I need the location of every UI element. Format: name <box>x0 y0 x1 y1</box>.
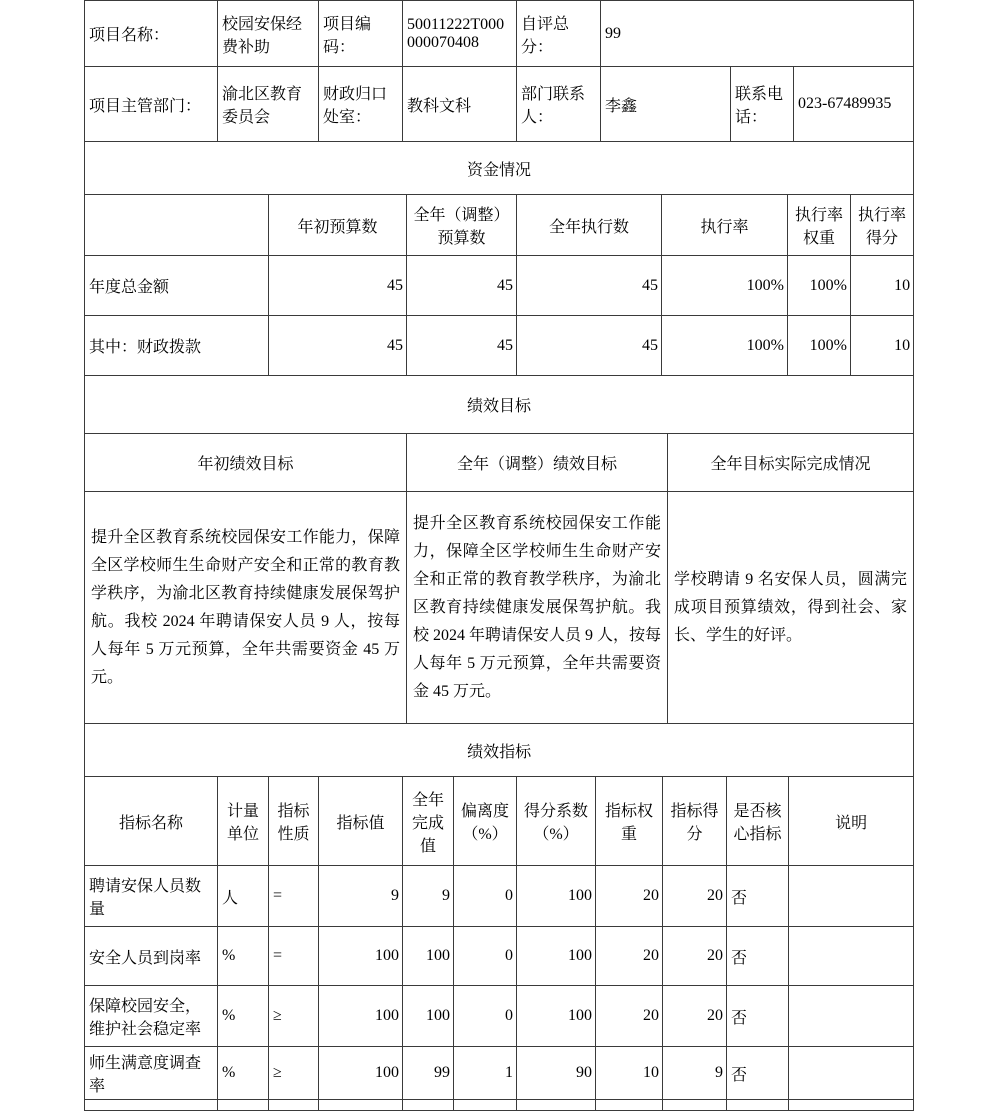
contact-value: 李鑫 <box>601 67 731 142</box>
adjusted-goal-text: 提升全区教育系统校园保安工作能力，保障全区学校师生生命财产安全和正常的教育教学秩序，为渝北区教育持续健康发展保驾护航。我校 2024 年聘请保安人员 9 人，按每人每年 5 万元预算，全年共需要资金 45 万元。 <box>407 492 668 724</box>
table-row <box>85 724 914 777</box>
indicator-score: 9 <box>663 1047 727 1100</box>
indicator-deviation: 1 <box>454 1047 517 1100</box>
actual-completion-text: 学校聘请 9 名安保人员，圆满完成项目预算绩效，得到社会、家长、学生的好评。 <box>668 492 914 724</box>
indicator-nature: ≥ <box>269 1047 319 1100</box>
indicator-header-completed: 全年完成值 <box>403 777 454 866</box>
self-score-label: 自评总分： <box>517 1 601 67</box>
indicator-weight: 20 <box>596 986 663 1047</box>
indicator-weight: 20 <box>596 866 663 927</box>
indicator-completed: 9 <box>403 866 454 927</box>
funding-rate: 100% <box>662 256 788 316</box>
goals-section-title: 绩效目标 <box>85 376 914 434</box>
indicator-weight: 20 <box>596 927 663 986</box>
indicator-completed: 99 <box>403 1047 454 1100</box>
goals-table <box>84 375 914 724</box>
indicator-deviation: 0 <box>454 866 517 927</box>
indicator-deviation: 0 <box>454 927 517 986</box>
project-code-label: 项目编码： <box>319 1 403 67</box>
funding-initial-budget: 45 <box>269 256 407 316</box>
indicator-header-name: 指标名称 <box>85 777 218 866</box>
indicator-header-core: 是否核心指标 <box>727 777 789 866</box>
indicator-deviation: 0 <box>454 986 517 1047</box>
goals-header-actual: 全年目标实际完成情况 <box>668 434 914 492</box>
funding-header-executed: 全年执行数 <box>517 195 662 256</box>
funding-rate-score: 10 <box>851 256 914 316</box>
funding-executed: 45 <box>517 316 662 376</box>
goals-header-initial: 年初绩效目标 <box>85 434 407 492</box>
self-score-value: 99 <box>601 1 914 67</box>
indicator-header-deviation: 偏离度（%） <box>454 777 517 866</box>
indicator-header-note: 说明 <box>789 777 914 866</box>
table-row <box>85 316 914 376</box>
funding-executed: 45 <box>517 256 662 316</box>
indicator-weight: 10 <box>596 1047 663 1100</box>
indicator-nature: = <box>269 927 319 986</box>
project-code-value: 50011222T000000070408 <box>403 1 517 67</box>
table-row <box>85 1 914 67</box>
indicator-coefficient: 90 <box>517 1047 596 1100</box>
phone-label: 联系电话： <box>731 67 794 142</box>
table-row <box>85 195 914 256</box>
funding-table <box>84 141 914 376</box>
indicator-core: 否 <box>727 1047 789 1100</box>
indicator-target: 9 <box>319 866 403 927</box>
indicator-core: 否 <box>727 927 789 986</box>
funding-header-rate-weight: 执行率权重 <box>788 195 851 256</box>
funding-rate: 100% <box>662 316 788 376</box>
indicator-core: 否 <box>727 986 789 1047</box>
funding-adjusted-budget: 45 <box>407 256 517 316</box>
phone-value: 023-67489935 <box>794 67 914 142</box>
indicator-nature: = <box>269 866 319 927</box>
funding-rate-weight: 100% <box>788 316 851 376</box>
contact-label: 部门联系人： <box>517 67 601 142</box>
table-row-cutoff <box>85 1100 914 1111</box>
indicator-target: 100 <box>319 927 403 986</box>
finance-office-label: 财政归口处室： <box>319 67 403 142</box>
funding-rate-score: 10 <box>851 316 914 376</box>
table-row <box>85 142 914 195</box>
indicator-score: 20 <box>663 866 727 927</box>
indicator-unit: % <box>218 986 269 1047</box>
project-name-label: 项目名称： <box>85 1 218 67</box>
indicator-completed: 100 <box>403 986 454 1047</box>
goals-header-adjusted: 全年（调整）绩效目标 <box>407 434 668 492</box>
indicator-header-weight: 指标权重 <box>596 777 663 866</box>
indicator-name: 师生满意度调查率 <box>85 1047 218 1100</box>
project-info-table <box>84 0 914 142</box>
indicator-name: 聘请安保人员数量 <box>85 866 218 927</box>
funding-adjusted-budget: 45 <box>407 316 517 376</box>
indicator-coefficient: 100 <box>517 927 596 986</box>
initial-goal-text: 提升全区教育系统校园保安工作能力，保障全区学校师生生命财产安全和正常的教育教学秩序，为渝北区教育持续健康发展保驾护航。我校 2024 年聘请保安人员 9 人，按每人每年 5 万元预算，全年共需要资金 45 万元。 <box>85 492 407 724</box>
indicator-unit: % <box>218 1047 269 1100</box>
funding-header-initial-budget: 年初预算数 <box>269 195 407 256</box>
funding-initial-budget: 45 <box>269 316 407 376</box>
indicator-unit: % <box>218 927 269 986</box>
funding-header-rate-score: 执行率得分 <box>851 195 914 256</box>
indicators-section-title: 绩效指标 <box>85 724 914 777</box>
evaluation-form <box>84 0 913 1111</box>
table-row <box>85 866 914 927</box>
indicator-nature: ≥ <box>269 986 319 1047</box>
indicator-core: 否 <box>727 866 789 927</box>
indicator-coefficient: 100 <box>517 986 596 1047</box>
funding-header-rate: 执行率 <box>662 195 788 256</box>
dept-value: 渝北区教育委员会 <box>218 67 319 142</box>
indicator-name: 安全人员到岗率 <box>85 927 218 986</box>
indicator-header-score: 指标得分 <box>663 777 727 866</box>
indicator-header-nature: 指标性质 <box>269 777 319 866</box>
indicator-header-unit: 计量单位 <box>218 777 269 866</box>
funding-rate-weight: 100% <box>788 256 851 316</box>
table-row <box>85 927 914 986</box>
table-row <box>85 256 914 316</box>
table-row <box>85 376 914 434</box>
indicator-note <box>789 866 914 927</box>
funding-header-empty <box>85 195 269 256</box>
indicator-header-target: 指标值 <box>319 777 403 866</box>
indicator-score: 20 <box>663 927 727 986</box>
table-row <box>85 1047 914 1100</box>
indicator-name: 保障校园安全，维护社会稳定率 <box>85 986 218 1047</box>
indicator-note <box>789 927 914 986</box>
finance-office-value: 教科文科 <box>403 67 517 142</box>
table-row <box>85 67 914 142</box>
indicator-completed: 100 <box>403 927 454 986</box>
table-row <box>85 492 914 724</box>
table-row <box>85 986 914 1047</box>
project-name-value: 校园安保经费补助 <box>218 1 319 67</box>
indicator-target: 100 <box>319 986 403 1047</box>
indicator-note <box>789 1047 914 1100</box>
indicator-note <box>789 986 914 1047</box>
indicator-score: 20 <box>663 986 727 1047</box>
funding-header-adjusted-budget: 全年（调整）预算数 <box>407 195 517 256</box>
funding-row-label: 年度总金额 <box>85 256 269 316</box>
dept-label: 项目主管部门： <box>85 67 218 142</box>
indicators-table <box>84 723 914 1111</box>
funding-row-label: 其中：财政拨款 <box>85 316 269 376</box>
table-row <box>85 777 914 866</box>
indicator-target: 100 <box>319 1047 403 1100</box>
indicator-coefficient: 100 <box>517 866 596 927</box>
indicator-header-coefficient: 得分系数（%） <box>517 777 596 866</box>
funding-section-title: 资金情况 <box>85 142 914 195</box>
table-row <box>85 434 914 492</box>
indicator-unit: 人 <box>218 866 269 927</box>
